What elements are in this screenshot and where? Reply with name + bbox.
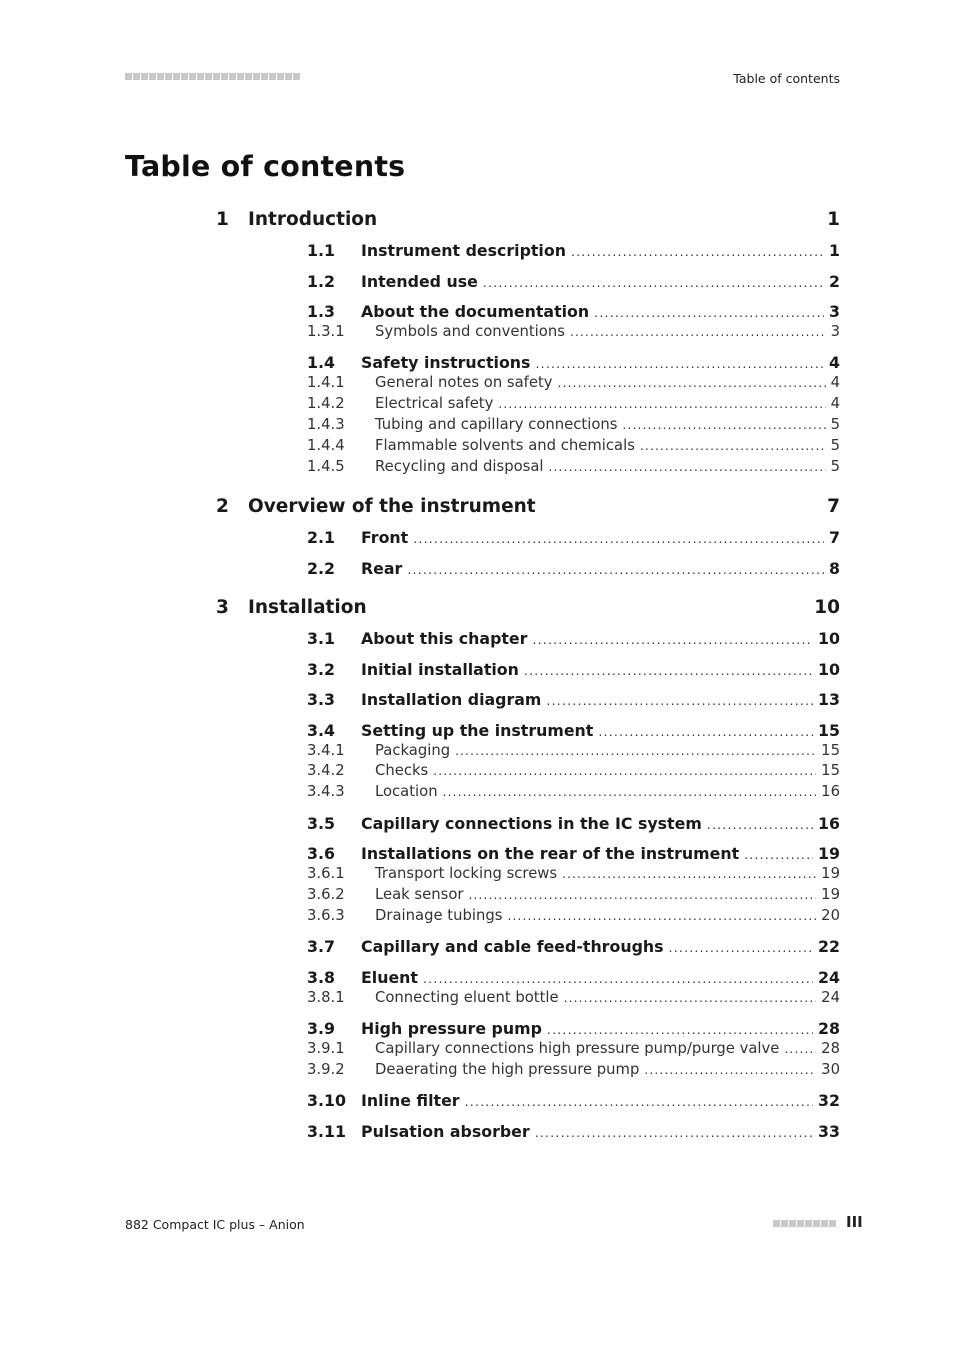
- entry-title: Capillary and cable feed-throughs: [361, 937, 664, 956]
- entry-page: 24: [821, 989, 840, 1006]
- footer-decoration: [773, 1220, 836, 1227]
- toc-entry-3-4-3[interactable]: [307, 783, 840, 803]
- entry-title: Drainage tubings: [375, 907, 503, 924]
- entry-title: Electrical safety: [375, 395, 494, 412]
- entry-title: Installations on the rear of the instrument: [361, 844, 740, 863]
- entry-title: Packaging: [375, 742, 451, 759]
- entry-page: 20: [821, 907, 840, 924]
- entry-number: 1.4.4: [307, 437, 345, 454]
- chapter-number: 3: [216, 597, 229, 618]
- dot-leader: [564, 991, 817, 1005]
- entry-number: 3.4.3: [307, 783, 345, 800]
- dot-leader: [532, 632, 813, 647]
- chapter-title: Overview of the instrument: [248, 496, 536, 517]
- toc-entry-1-1[interactable]: [307, 241, 840, 261]
- toc-entry-3-5[interactable]: [307, 814, 840, 834]
- entry-page: 3: [829, 302, 840, 321]
- entry-title: Initial installation: [361, 660, 519, 679]
- entry-number: 1.4.2: [307, 395, 345, 412]
- entry-number: 3.1: [307, 629, 335, 648]
- dot-leader: [535, 1125, 813, 1140]
- chapter-title: Installation: [248, 597, 367, 618]
- entry-page: 2: [829, 272, 840, 291]
- entry-title: Symbols and conventions: [375, 323, 565, 340]
- chapter-page: 10: [814, 597, 840, 618]
- entry-title: Connecting eluent bottle: [375, 989, 559, 1006]
- entry-number: 1.4.3: [307, 416, 345, 433]
- toc-entry-3-9-1[interactable]: [307, 1040, 840, 1060]
- chapter-title: Introduction: [248, 209, 378, 230]
- toc-entry-3-8[interactable]: [307, 968, 840, 988]
- entry-number: 3.10: [307, 1091, 346, 1110]
- entry-title: Recycling and disposal: [375, 458, 544, 475]
- chapter-number: 1: [216, 209, 229, 230]
- entry-number: 3.9: [307, 1019, 335, 1038]
- toc-entry-3-4-1[interactable]: [307, 742, 840, 762]
- entry-number: 2.2: [307, 559, 335, 578]
- entry-title: High pressure pump: [361, 1019, 542, 1038]
- entry-number: 3.8.1: [307, 989, 345, 1006]
- entry-page: 4: [830, 395, 840, 412]
- entry-title: Eluent: [361, 968, 418, 987]
- chapter-page: 7: [827, 496, 840, 517]
- toc-entry-3-6[interactable]: [307, 844, 840, 864]
- running-header: Table of contents: [733, 71, 840, 86]
- entry-title: Installation diagram: [361, 690, 542, 709]
- chapter-number: 2: [216, 496, 229, 517]
- dot-leader: [413, 531, 824, 546]
- toc-chapter-1[interactable]: [0, 209, 954, 231]
- entry-title: Setting up the instrument: [361, 721, 594, 740]
- entry-number: 1.4.1: [307, 374, 345, 391]
- dot-leader: [407, 562, 824, 577]
- toc-entry-1-4-5[interactable]: [307, 458, 840, 478]
- entry-page: 10: [818, 629, 840, 648]
- entry-title: Instrument description: [361, 241, 566, 260]
- toc-entry-3-1[interactable]: [307, 629, 840, 649]
- dot-leader: [433, 764, 816, 778]
- entry-page: 24: [818, 968, 840, 987]
- toc-entry-1-3-1[interactable]: [307, 323, 840, 343]
- toc-entry-3-2[interactable]: [307, 660, 840, 680]
- entry-page: 13: [818, 690, 840, 709]
- toc-entry-3-4-2[interactable]: [307, 762, 840, 782]
- dot-leader: [594, 305, 824, 320]
- entry-page: 10: [818, 660, 840, 679]
- entry-number: 1.3.1: [307, 323, 345, 340]
- entry-page: 5: [830, 416, 840, 433]
- page-title: Table of contents: [125, 150, 406, 183]
- dot-leader: [507, 909, 816, 923]
- toc-entry-1-4-1[interactable]: [307, 374, 840, 394]
- entry-title: Deaerating the high pressure pump: [375, 1061, 640, 1078]
- entry-number: 3.6.2: [307, 886, 345, 903]
- entry-number: 3.4.1: [307, 742, 345, 759]
- dot-leader: [640, 439, 826, 453]
- dot-leader: [423, 971, 813, 986]
- entry-page: 28: [821, 1040, 840, 1057]
- entry-number: 1.3: [307, 302, 335, 321]
- entry-number: 3.5: [307, 814, 335, 833]
- entry-title: Tubing and capillary connections: [375, 416, 618, 433]
- entry-number: 3.7: [307, 937, 335, 956]
- entry-page: 4: [830, 374, 840, 391]
- dot-leader: [547, 1022, 813, 1037]
- entry-title: Capillary connections high pressure pump/purge valve: [375, 1040, 780, 1057]
- dot-leader: [562, 867, 816, 881]
- entry-number: 3.8: [307, 968, 335, 987]
- dot-leader: [524, 663, 813, 678]
- entry-title: Inline filter: [361, 1091, 460, 1110]
- entry-number: 3.6: [307, 844, 335, 863]
- entry-page: 33: [818, 1122, 840, 1141]
- entry-number: 3.11: [307, 1122, 346, 1141]
- toc-entry-1-2[interactable]: [307, 272, 840, 292]
- entry-title: Capillary connections in the IC system: [361, 814, 702, 833]
- toc-entry-3-10[interactable]: [307, 1091, 840, 1111]
- toc-entry-3-6-3[interactable]: [307, 907, 840, 927]
- dot-leader: [535, 356, 824, 371]
- entry-page: 1: [829, 241, 840, 260]
- entry-number: 1.2: [307, 272, 335, 291]
- dot-leader: [784, 1042, 816, 1056]
- dot-leader: [498, 397, 825, 411]
- entry-page: 4: [829, 353, 840, 372]
- toc-chapter-2[interactable]: [0, 496, 954, 518]
- entry-number: 3.9.1: [307, 1040, 345, 1057]
- toc-entry-3-11[interactable]: [307, 1122, 840, 1142]
- dot-leader: [744, 847, 813, 862]
- entry-number: 1.4.5: [307, 458, 345, 475]
- entry-page: 28: [818, 1019, 840, 1038]
- entry-page: 3: [830, 323, 840, 340]
- entry-number: 3.9.2: [307, 1061, 345, 1078]
- entry-title: About the documentation: [361, 302, 590, 321]
- dot-leader: [644, 1063, 816, 1077]
- entry-number: 3.2: [307, 660, 335, 679]
- dot-leader: [549, 460, 826, 474]
- dot-leader: [558, 376, 826, 390]
- entry-title: About this chapter: [361, 629, 528, 648]
- dot-leader: [443, 785, 817, 799]
- dot-leader: [483, 275, 824, 290]
- footer-page-number: III: [846, 1213, 863, 1231]
- entry-number: 3.6.3: [307, 907, 345, 924]
- entry-title: Front: [361, 528, 409, 547]
- toc-entry-1-4-3[interactable]: [307, 416, 840, 436]
- entry-number: 1.1: [307, 241, 335, 260]
- entry-title: Safety instructions: [361, 353, 531, 372]
- entry-title: Intended use: [361, 272, 478, 291]
- entry-page: 30: [821, 1061, 840, 1078]
- dot-leader: [455, 744, 816, 758]
- dot-leader: [598, 724, 813, 739]
- toc-entry-3-8-1[interactable]: [307, 989, 840, 1009]
- entry-title: Pulsation absorber: [361, 1122, 530, 1141]
- entry-page: 15: [821, 742, 840, 759]
- toc-entry-3-7[interactable]: [307, 937, 840, 957]
- toc-entry-1-4[interactable]: [307, 353, 840, 373]
- toc-entry-1-4-2[interactable]: [307, 395, 840, 415]
- entry-page: 5: [830, 458, 840, 475]
- entry-number: 1.4: [307, 353, 335, 372]
- dot-leader: [468, 888, 816, 902]
- entry-number: 3.6.1: [307, 865, 345, 882]
- entry-page: 32: [818, 1091, 840, 1110]
- toc-entry-1-3[interactable]: [307, 302, 840, 322]
- toc-entry-2-2[interactable]: [307, 559, 840, 579]
- entry-page: 7: [829, 528, 840, 547]
- entry-number: 3.4: [307, 721, 335, 740]
- dot-leader: [570, 325, 826, 339]
- entry-title: Location: [375, 783, 438, 800]
- dot-leader: [707, 817, 813, 832]
- dot-leader: [669, 940, 813, 955]
- entry-number: 2.1: [307, 528, 335, 547]
- entry-title: Rear: [361, 559, 403, 578]
- entry-page: 19: [821, 865, 840, 882]
- footer-document-name: 882 Compact IC plus – Anion: [125, 1217, 305, 1232]
- toc-entry-3-6-2[interactable]: [307, 886, 840, 906]
- toc-entry-3-4[interactable]: [307, 721, 840, 741]
- entry-page: 22: [818, 937, 840, 956]
- toc-entry-3-3[interactable]: [307, 690, 840, 710]
- toc-entry-3-9[interactable]: [307, 1019, 840, 1039]
- toc-entry-3-6-1[interactable]: [307, 865, 840, 885]
- toc-chapter-3[interactable]: [0, 597, 954, 619]
- entry-page: 16: [821, 783, 840, 800]
- entry-page: 5: [830, 437, 840, 454]
- toc-entry-3-9-2[interactable]: [307, 1061, 840, 1081]
- dot-leader: [571, 244, 824, 259]
- chapter-page: 1: [827, 209, 840, 230]
- entry-title: General notes on safety: [375, 374, 553, 391]
- dot-leader: [465, 1094, 813, 1109]
- entry-page: 15: [821, 762, 840, 779]
- toc-entry-1-4-4[interactable]: [307, 437, 840, 457]
- entry-page: 8: [829, 559, 840, 578]
- dot-leader: [622, 418, 825, 432]
- entry-title: Checks: [375, 762, 429, 779]
- entry-title: Transport locking screws: [375, 865, 558, 882]
- entry-title: Leak sensor: [375, 886, 464, 903]
- entry-page: 19: [821, 886, 840, 903]
- toc-entry-2-1[interactable]: [307, 528, 840, 548]
- entry-number: 3.3: [307, 690, 335, 709]
- entry-page: 19: [818, 844, 840, 863]
- entry-page: 15: [818, 721, 840, 740]
- entry-number: 3.4.2: [307, 762, 345, 779]
- dot-leader: [546, 693, 813, 708]
- entry-page: 16: [818, 814, 840, 833]
- entry-title: Flammable solvents and chemicals: [375, 437, 635, 454]
